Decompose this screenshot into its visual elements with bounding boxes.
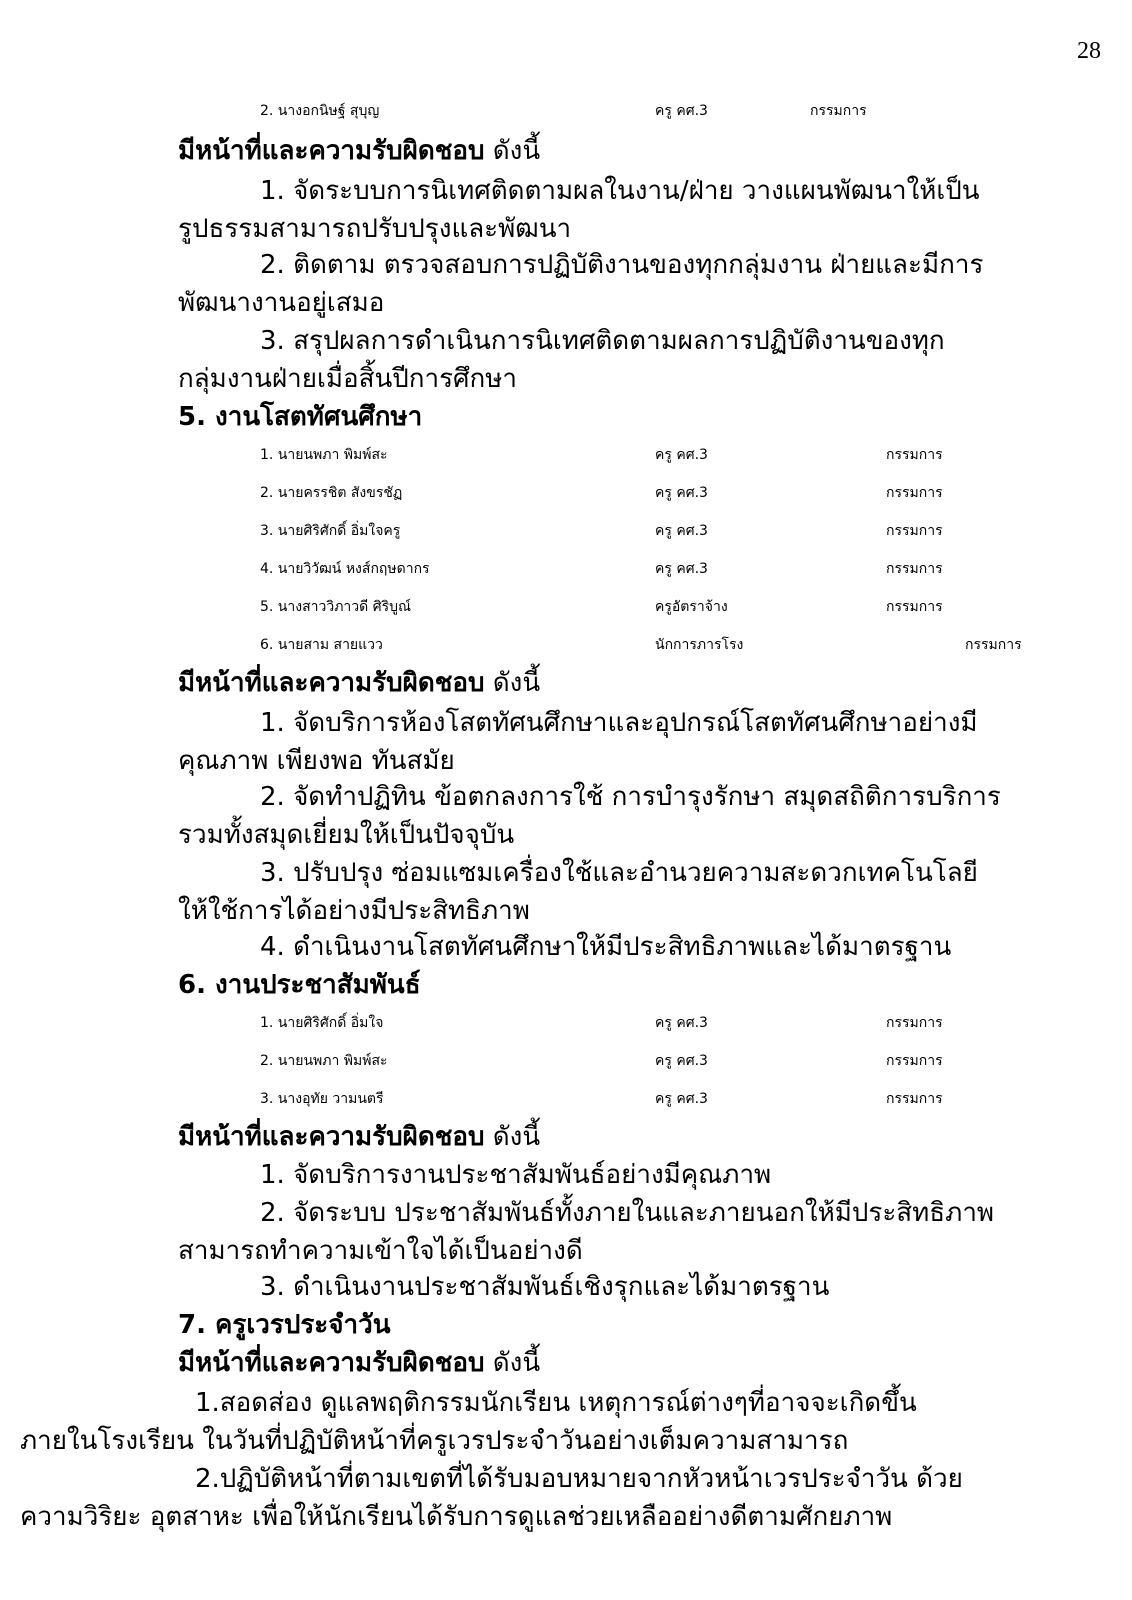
duty-heading-rest: ดังนี้ (484, 1348, 541, 1378)
duty-line: พัฒนางานอยู่เสมอ (178, 288, 385, 318)
member-role: กรรมการ (886, 523, 943, 539)
member-name: 2. นายนพภา พิมพ์สะ (260, 1053, 388, 1069)
member-position: ครู คศ.3 (655, 523, 708, 539)
member-position: นักการภารโรง (655, 637, 744, 653)
member-role: กรรมการ (886, 1015, 943, 1031)
member-position: ครู คศ.3 (655, 1091, 708, 1107)
duty-heading-rest: ดังนี้ (484, 1122, 541, 1152)
duty-line: สามารถทำความเข้าใจได้เป็นอย่างดี (178, 1236, 583, 1266)
member-position: ครู คศ.3 (655, 561, 708, 577)
duty-heading-rest: ดังนี้ (484, 136, 541, 166)
member-position: ครู คศ.3 (655, 103, 708, 119)
duty-line: 2. ติดตาม ตรวจสอบการปฏิบัติงานของทุกกลุ่มงาน ฝ่ายและมีการ (260, 250, 984, 280)
member-position: ครู คศ.3 (655, 447, 708, 463)
member-role: กรรมการ (886, 599, 943, 615)
duty-heading-bold: มีหน้าที่และความรับผิดชอบ (178, 136, 485, 166)
member-role: กรรมการ (886, 561, 943, 577)
member-name: 2. นายครรชิต สังขรชัฏ (260, 485, 403, 501)
section-title: 5. งานโสตทัศนศึกษา (178, 402, 423, 432)
member-position: ครู คศ.3 (655, 1053, 708, 1069)
duty-heading (178, 664, 540, 702)
member-name: 4. นายวิวัฒน์ หงส์กฤษดากร (260, 561, 430, 577)
member-role: กรรมการ (810, 103, 867, 119)
member-name: 3. นางอุทัย วามนตรี (260, 1091, 384, 1107)
member-position: ครู คศ.3 (655, 1015, 708, 1031)
duty-line: 2. จัดระบบ ประชาสัมพันธ์ทั้งภายในและภายนอกให้มีประสิทธิภาพ (260, 1198, 995, 1228)
duty-line: 2.ปฏิบัติหน้าที่ตามเขตที่ได้รับมอบหมายจากหัวหน้าเวรประจำวัน ด้วย (195, 1464, 963, 1494)
duty-line: รูปธรรมสามารถปรับปรุงและพัฒนา (178, 214, 572, 244)
duty-line: 1. จัดระบบการนิเทศติดตามผลในงาน/ฝ่าย วางแผนพัฒนาให้เป็น (260, 176, 980, 206)
member-role: กรรมการ (886, 485, 943, 501)
duty-line: 1. จัดบริการห้องโสตทัศนศึกษาและอุปกรณ์โสตทัศนศึกษาอย่างมี (260, 708, 978, 738)
member-name: 6. นายสาม สายแวว (260, 637, 383, 653)
duty-heading-bold: มีหน้าที่และความรับผิดชอบ (178, 1122, 485, 1152)
member-role: กรรมการ (965, 637, 1022, 653)
member-name: 5. นางสาววิภาวดี ศิริบูณ์ (260, 599, 411, 615)
member-name: 1. นายศิริศักดิ์ อิ่มใจ (260, 1015, 384, 1031)
duty-line: รวมทั้งสมุดเยี่ยมให้เป็นปัจจุบัน (178, 820, 515, 850)
page-number: 28 (1077, 38, 1101, 64)
duty-line: 3. ดำเนินงานประชาสัมพันธ์เชิงรุกและได้มาตรฐาน (260, 1272, 830, 1302)
duty-line: 1.สอดส่อง ดูแลพฤติกรรมนักเรียน เหตุการณ์ต่างๆที่อาจจะเกิดขึ้น (195, 1388, 917, 1418)
duty-line: ความวิริยะ อุตสาหะ เพื่อให้นักเรียนได้รับการดูแลช่วยเหลืออย่างดีตามศักยภาพ (20, 1502, 893, 1532)
member-name: 1. นายนพภา พิมพ์สะ (260, 447, 388, 463)
duty-heading (178, 1118, 540, 1156)
duty-line: 2. จัดทำปฏิทิน ข้อตกลงการใช้ การบำรุงรักษา สมุดสถิติการบริการ (260, 782, 1001, 812)
duty-heading-bold: มีหน้าที่และความรับผิดชอบ (178, 1348, 485, 1378)
duty-line: 3. สรุปผลการดำเนินการนิเทศติดตามผลการปฏิบัติงานของทุก (260, 326, 945, 356)
duty-heading-bold: มีหน้าที่และความรับผิดชอบ (178, 668, 485, 698)
section-title: 7. ครูเวรประจำวัน (178, 1310, 391, 1340)
member-position: ครู คศ.3 (655, 485, 708, 501)
duty-heading (178, 1344, 540, 1382)
duty-heading (178, 132, 540, 170)
member-role: กรรมการ (886, 447, 943, 463)
duty-line: 3. ปรับปรุง ซ่อมแซมเครื่องใช้และอำนวยความสะดวกเทคโนโลยี (260, 858, 978, 888)
duty-line: 1. จัดบริการงานประชาสัมพันธ์อย่างมีคุณภาพ (260, 1160, 772, 1190)
member-role: กรรมการ (886, 1091, 943, 1107)
duty-heading-rest: ดังนี้ (484, 668, 541, 698)
member-name: 3. นายศิริศักดิ์ อิ่มใจครู (260, 523, 401, 539)
duty-line: ภายในโรงเรียน ในวันที่ปฏิบัติหน้าที่ครูเวรประจำวันอย่างเต็มความสามารถ (20, 1426, 849, 1456)
member-name: 2. นางอกนิษฐ์ สุบุญ (260, 103, 380, 119)
member-position: ครูอัตราจ้าง (655, 599, 728, 615)
section-title: 6. งานประชาสัมพันธ์ (178, 970, 421, 1000)
duty-line: กลุ่มงานฝ่ายเมื่อสิ้นปีการศึกษา (178, 364, 518, 394)
member-role: กรรมการ (886, 1053, 943, 1069)
duty-line: ให้ใช้การได้อย่างมีประสิทธิภาพ (178, 896, 530, 926)
duty-line: คุณภาพ เพียงพอ ทันสมัย (178, 746, 455, 776)
duty-line: 4. ดำเนินงานโสตทัศนศึกษาให้มีประสิทธิภาพและได้มาตรฐาน (260, 932, 952, 962)
